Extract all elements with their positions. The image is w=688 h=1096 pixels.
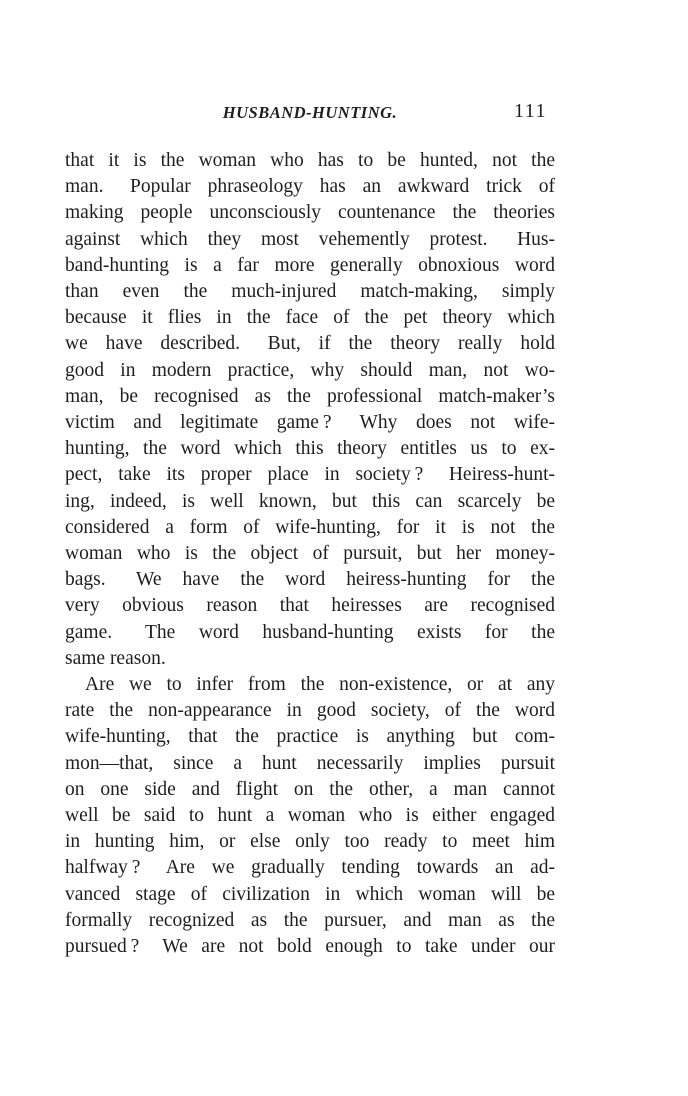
text-line: making people unconsciously countenance the theories <box>65 202 555 224</box>
text-line: vanced stage of civilization in which woman will be <box>65 883 555 905</box>
running-title: HUSBAND-HUNTING. <box>222 103 398 122</box>
paragraph <box>65 672 555 960</box>
text-line: woman who is the object of pursuit, but her money- <box>65 543 555 565</box>
text-line: good in modern practice, why should man, not wo- <box>65 359 555 381</box>
text-line: man, be recognised as the professional match-maker’s <box>65 385 555 407</box>
running-header <box>65 100 555 128</box>
text-line: in hunting him, or else only too ready to meet him <box>65 831 555 853</box>
text-line: bags. We have the word heiress-hunting for the <box>65 569 555 591</box>
text-line: well be said to hunt a woman who is either engaged <box>65 805 555 827</box>
paragraph <box>65 148 555 672</box>
text-line: we have described. But, if the theory really hold <box>65 333 555 355</box>
page-number: 111 <box>513 100 547 122</box>
text-line: hunting, the word which this theory entitles us to ex- <box>65 438 555 460</box>
text-line: halfway ? Are we gradually tending towards an ad- <box>65 857 555 879</box>
text-line: game. The word husband-hunting exists for the <box>65 621 555 643</box>
text-line: pect, take its proper place in society ? Heiress-hunt- <box>65 464 555 486</box>
text-line: pursued ? We are not bold enough to take under our <box>65 936 555 958</box>
page-body <box>65 148 555 960</box>
text-line: on one side and flight on the other, a man cannot <box>65 778 555 800</box>
text-line: that it is the woman who has to be hunted, not the <box>65 150 555 171</box>
text-line: than even the much-injured match-making, simply <box>65 281 555 303</box>
text-line: very obvious reason that heiresses are recognised <box>65 595 555 617</box>
text-line: rate the non-appearance in good society, of the word <box>65 700 555 722</box>
text-line: Are we to infer from the non-existence, or at any <box>85 674 555 696</box>
text-line: ing, indeed, is well known, but this can scarcely be <box>65 490 555 512</box>
text-line: formally recognized as the pursuer, and man as the <box>65 909 555 931</box>
text-line: same reason. <box>65 647 166 669</box>
text-line: victim and legitimate game ? Why does not wife- <box>65 412 555 434</box>
text-line: considered a form of wife-hunting, for it is not the <box>65 516 555 538</box>
text-line: mon—that, since a hunt necessarily implies pursuit <box>65 752 555 774</box>
text-line: band-hunting is a far more generally obnoxious word <box>65 254 555 276</box>
text-line: against which they most vehemently protest. Hus- <box>65 228 555 250</box>
text-line: wife-hunting, that the practice is anything but com- <box>65 726 555 748</box>
text-line: because it flies in the face of the pet theory which <box>65 307 555 329</box>
text-line: man. Popular phraseology has an awkward trick of <box>65 176 555 198</box>
